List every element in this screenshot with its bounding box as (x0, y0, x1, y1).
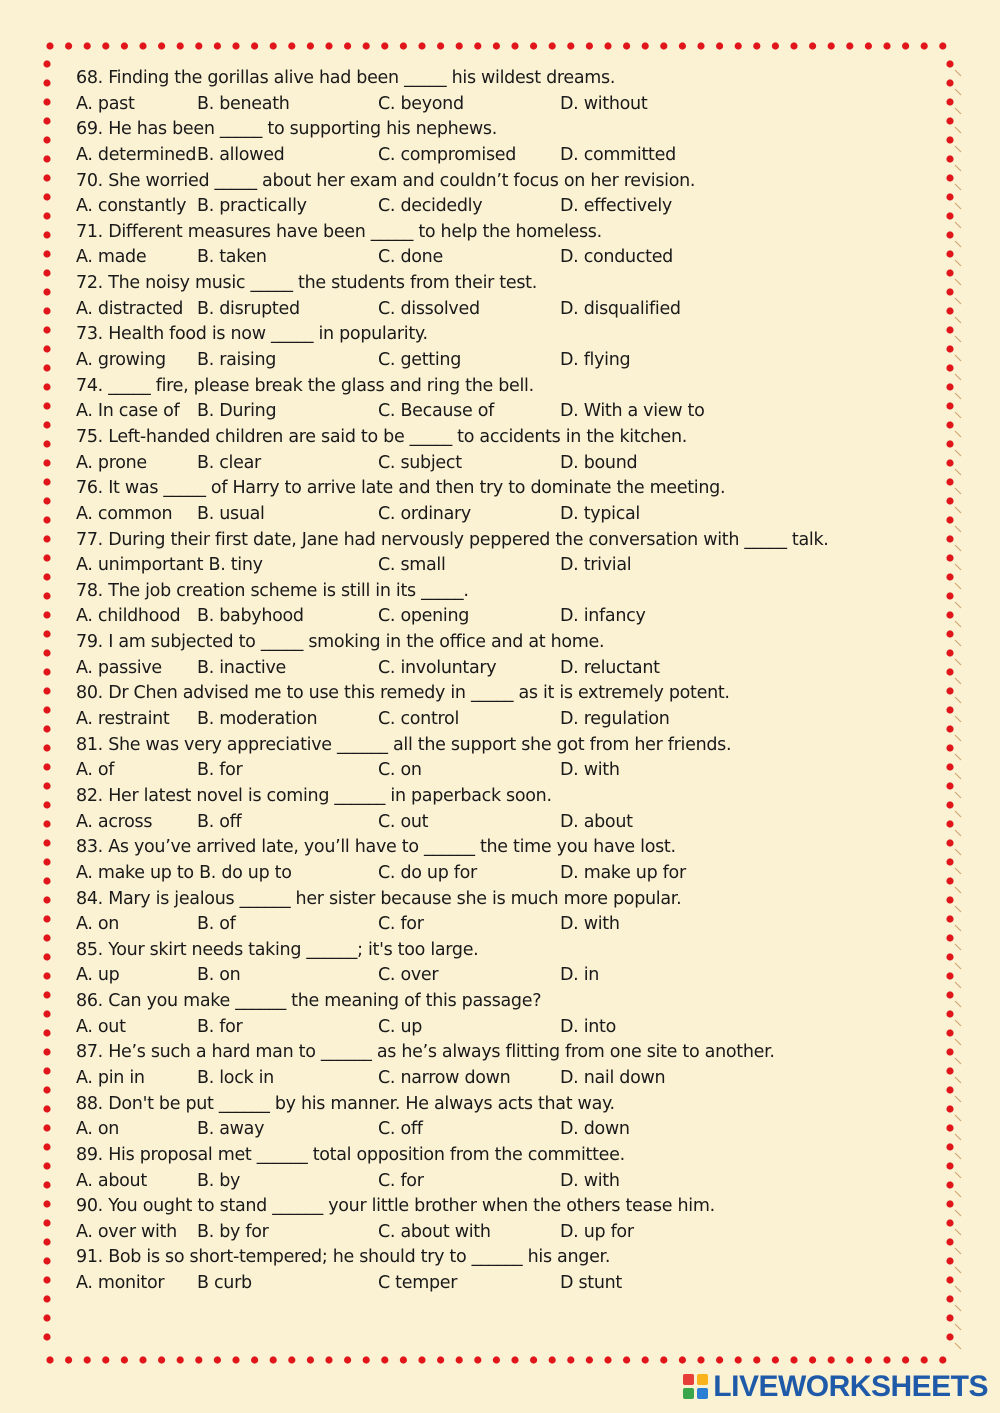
answer-option[interactable]: D. without (560, 93, 648, 114)
answer-option[interactable]: B. for (197, 760, 243, 781)
answer-option[interactable]: B. moderation (197, 709, 318, 730)
answer-option[interactable]: C. over (378, 965, 439, 986)
question-text: 79. I am subjected to _____ smoking in the office and at home. (76, 632, 605, 653)
answer-option[interactable]: C temper (378, 1273, 458, 1294)
answer-option[interactable]: A. over with (76, 1221, 177, 1242)
liveworksheets-logo (683, 1369, 988, 1405)
liveworksheets-logo-icon (683, 1374, 709, 1400)
answer-option[interactable]: B. practically (197, 196, 307, 217)
answer-options-row (76, 963, 976, 989)
answer-option[interactable]: A. childhood (76, 606, 181, 627)
question-text: 80. Dr Chen advised me to use this remedy in _____ as it is extremely potent. (76, 683, 730, 704)
answer-option[interactable]: A. make up to B. do up to (76, 862, 292, 883)
question-text: 87. He’s such a hard man to ______ as he’s always flitting from one site to another. (76, 1042, 775, 1063)
question-text: 88. Don't be put ______ by his manner. He always acts that way. (76, 1093, 615, 1114)
answer-option[interactable]: D. trivial (560, 555, 632, 576)
answer-option[interactable]: C. involuntary (378, 657, 497, 678)
question-text: 89. His proposal met ______ total opposition from the committee. (76, 1144, 625, 1165)
answer-options-row (76, 1169, 976, 1195)
answer-option[interactable]: D. flying (560, 350, 631, 371)
question-text: 86. Can you make ______ the meaning of this passage? (76, 991, 542, 1012)
answer-option[interactable]: B. for (197, 1016, 243, 1037)
answer-option[interactable]: A. determined (76, 144, 197, 165)
question-text: 84. Mary is jealous ______ her sister because she is much more popular. (76, 888, 682, 909)
answer-options-row (76, 451, 976, 477)
question-text: 68. Finding the gorillas alive had been _____ his wildest dreams. (76, 68, 616, 88)
answer-option[interactable]: C. opening (378, 606, 470, 627)
answer-option[interactable]: A. about (76, 1170, 147, 1191)
answer-option[interactable]: B curb (197, 1273, 252, 1294)
answer-options-row (76, 758, 976, 784)
answer-option[interactable]: C. decidedly (378, 196, 483, 217)
answer-options-row (76, 810, 976, 836)
answer-option[interactable]: C. do up for (378, 862, 477, 883)
answer-option[interactable]: B. away (197, 1119, 265, 1140)
answer-option[interactable]: D. with (560, 1170, 620, 1191)
question-text: 83. As you’ve arrived late, you’ll have to ______ the time you have lost. (76, 837, 676, 858)
answer-option[interactable]: A. common (76, 503, 173, 524)
answer-option[interactable]: D. with (560, 760, 620, 781)
question-text: 81. She was very appreciative ______ all the support she got from her friends. (76, 734, 732, 755)
answer-option[interactable]: D. with (560, 914, 620, 935)
answer-option[interactable]: D. into (560, 1016, 617, 1037)
answer-option[interactable]: B. allowed (197, 144, 285, 165)
answer-option[interactable]: A. constantly (76, 196, 187, 217)
answer-option[interactable]: A. passive (76, 657, 162, 678)
answer-option[interactable]: B. clear (197, 452, 261, 473)
answer-options-row (76, 912, 976, 938)
answer-options-row (76, 297, 976, 323)
answer-options-row (76, 1220, 976, 1246)
answer-option[interactable]: D. reluctant (560, 657, 660, 678)
answer-option[interactable]: B. raising (197, 350, 277, 371)
question-text: 91. Bob is so short-tempered; he should try to ______ his anger. (76, 1247, 611, 1268)
answer-options-row (76, 502, 976, 528)
answer-option[interactable]: D. about (560, 811, 633, 832)
answer-option[interactable]: C. Because of (378, 401, 494, 422)
answer-option[interactable]: C. off (378, 1119, 423, 1140)
answer-option[interactable]: D. With a view to (560, 401, 705, 422)
question-text: 90. You ought to stand ______ your little brother when the others tease him. (76, 1196, 715, 1217)
question-text: 78. The job creation scheme is still in its _____. (76, 580, 469, 601)
answer-option[interactable]: B. usual (197, 503, 265, 524)
question-text: 75. Left-handed children are said to be _____ to accidents in the kitchen. (76, 426, 688, 447)
answer-option[interactable]: C. compromised (378, 144, 517, 165)
question-text: 70. She worried _____ about her exam and couldn’t focus on her revision. (76, 170, 696, 191)
answer-option[interactable]: C. subject (378, 452, 462, 473)
answer-option[interactable]: B. taken (197, 247, 267, 268)
answer-option[interactable]: C. beyond (378, 93, 464, 114)
answer-option[interactable]: B. disrupted (197, 298, 300, 319)
answer-option[interactable]: A. unimportant B. tiny (76, 555, 263, 576)
answer-option[interactable]: A. past (76, 93, 135, 114)
answer-options-row (76, 1271, 976, 1297)
answer-options-row (76, 194, 976, 220)
answer-option[interactable]: D stunt (560, 1273, 622, 1294)
question-text: 82. Her latest novel is coming ______ in paperback soon. (76, 785, 552, 806)
answer-option[interactable]: A. on (76, 914, 120, 935)
answer-option[interactable]: B. on (197, 965, 241, 986)
answer-option[interactable]: C. out (378, 811, 429, 832)
answer-option[interactable]: C. done (378, 247, 443, 268)
answer-option[interactable]: D. make up for (560, 862, 686, 883)
answer-option[interactable]: A. of (76, 760, 115, 781)
answer-option[interactable]: C. on (378, 760, 422, 781)
question-text: 73. Health food is now _____ in popularity. (76, 324, 428, 345)
answer-option[interactable]: C. ordinary (378, 503, 471, 524)
answer-options-row (76, 861, 976, 887)
answer-option[interactable]: C. getting (378, 350, 462, 371)
answer-option[interactable]: D. bound (560, 452, 638, 473)
answer-option[interactable]: D. effectively (560, 196, 672, 217)
answer-option[interactable]: C. about with (378, 1221, 491, 1242)
answer-option[interactable]: C. for (378, 1170, 424, 1191)
answer-options-row (76, 604, 976, 630)
answer-options-row (76, 245, 976, 271)
answer-option[interactable]: D. disqualified (560, 298, 681, 319)
answer-option[interactable]: C. narrow down (378, 1067, 511, 1088)
question-text: 76. It was _____ of Harry to arrive late and then try to dominate the meeting. (76, 478, 726, 499)
question-text: 69. He has been _____ to supporting his nephews. (76, 119, 497, 140)
answer-option[interactable]: C. small (378, 555, 446, 576)
answer-option[interactable]: A. on (76, 1119, 120, 1140)
answer-option[interactable]: D. committed (560, 144, 676, 165)
answer-option[interactable]: A. across (76, 811, 153, 832)
answer-options-row (76, 1066, 976, 1092)
answer-option[interactable]: B. off (197, 811, 242, 832)
answer-option[interactable]: A. made (76, 247, 147, 268)
answer-option[interactable]: D. conducted (560, 247, 673, 268)
answer-option[interactable]: C. dissolved (378, 298, 480, 319)
answer-options-row (76, 1015, 976, 1041)
answer-option[interactable]: A. In case of (76, 401, 180, 422)
answer-option[interactable]: C. control (378, 709, 460, 730)
answer-option[interactable]: C. up (378, 1016, 423, 1037)
answer-option[interactable]: B. beneath (197, 93, 290, 114)
question-text: 77. During their first date, Jane had nervously peppered the conversation with _____ talk. (76, 529, 829, 550)
question-text: 72. The noisy music _____ the students from their test. (76, 273, 537, 294)
answer-option[interactable]: D. down (560, 1119, 630, 1140)
answer-option[interactable]: D. up for (560, 1221, 634, 1242)
answer-options-row (76, 399, 976, 425)
answer-option[interactable]: B. lock in (197, 1067, 274, 1088)
answer-option[interactable]: B. by (197, 1170, 241, 1191)
brand-name: LIVEWORKSHEETS (713, 1370, 988, 1403)
question-text: 85. Your skirt needs taking ______; it's too large. (76, 939, 479, 960)
answer-option[interactable]: A. up (76, 965, 120, 986)
question-text: 71. Different measures have been _____ to help the homeless. (76, 221, 602, 242)
answer-option[interactable]: C. for (378, 914, 424, 935)
answer-option[interactable]: A. distracted (76, 298, 184, 319)
question-text: 74. _____ fire, please break the glass and ring the bell. (76, 375, 534, 396)
answer-option[interactable]: D. regulation (560, 709, 670, 730)
answer-option[interactable]: A. monitor (76, 1273, 165, 1294)
answer-options-row (76, 553, 976, 579)
answer-option[interactable]: B. inactive (197, 657, 286, 678)
answer-option[interactable]: A. pin in (76, 1067, 145, 1088)
answer-options-row (76, 1117, 976, 1143)
answer-options-row (76, 92, 976, 118)
answer-option[interactable]: B. babyhood (197, 606, 304, 627)
answer-options-row (76, 656, 976, 682)
answer-option[interactable]: D. infancy (560, 606, 646, 627)
answer-option[interactable]: A. restraint (76, 709, 170, 730)
answer-options-row (76, 143, 976, 169)
answer-option[interactable]: B. During (197, 401, 277, 422)
answer-option[interactable]: D. typical (560, 503, 640, 524)
answer-option[interactable]: D. nail down (560, 1067, 666, 1088)
answer-option[interactable]: A. out (76, 1016, 126, 1037)
answer-options-row (76, 707, 976, 733)
answer-option[interactable]: B. of (197, 914, 236, 935)
answer-options-row (76, 348, 976, 374)
question-list (76, 66, 976, 1297)
answer-option[interactable]: A. prone (76, 452, 147, 473)
answer-option[interactable]: B. by for (197, 1221, 269, 1242)
answer-option[interactable]: D. in (560, 965, 600, 986)
answer-option[interactable]: A. growing (76, 350, 166, 371)
